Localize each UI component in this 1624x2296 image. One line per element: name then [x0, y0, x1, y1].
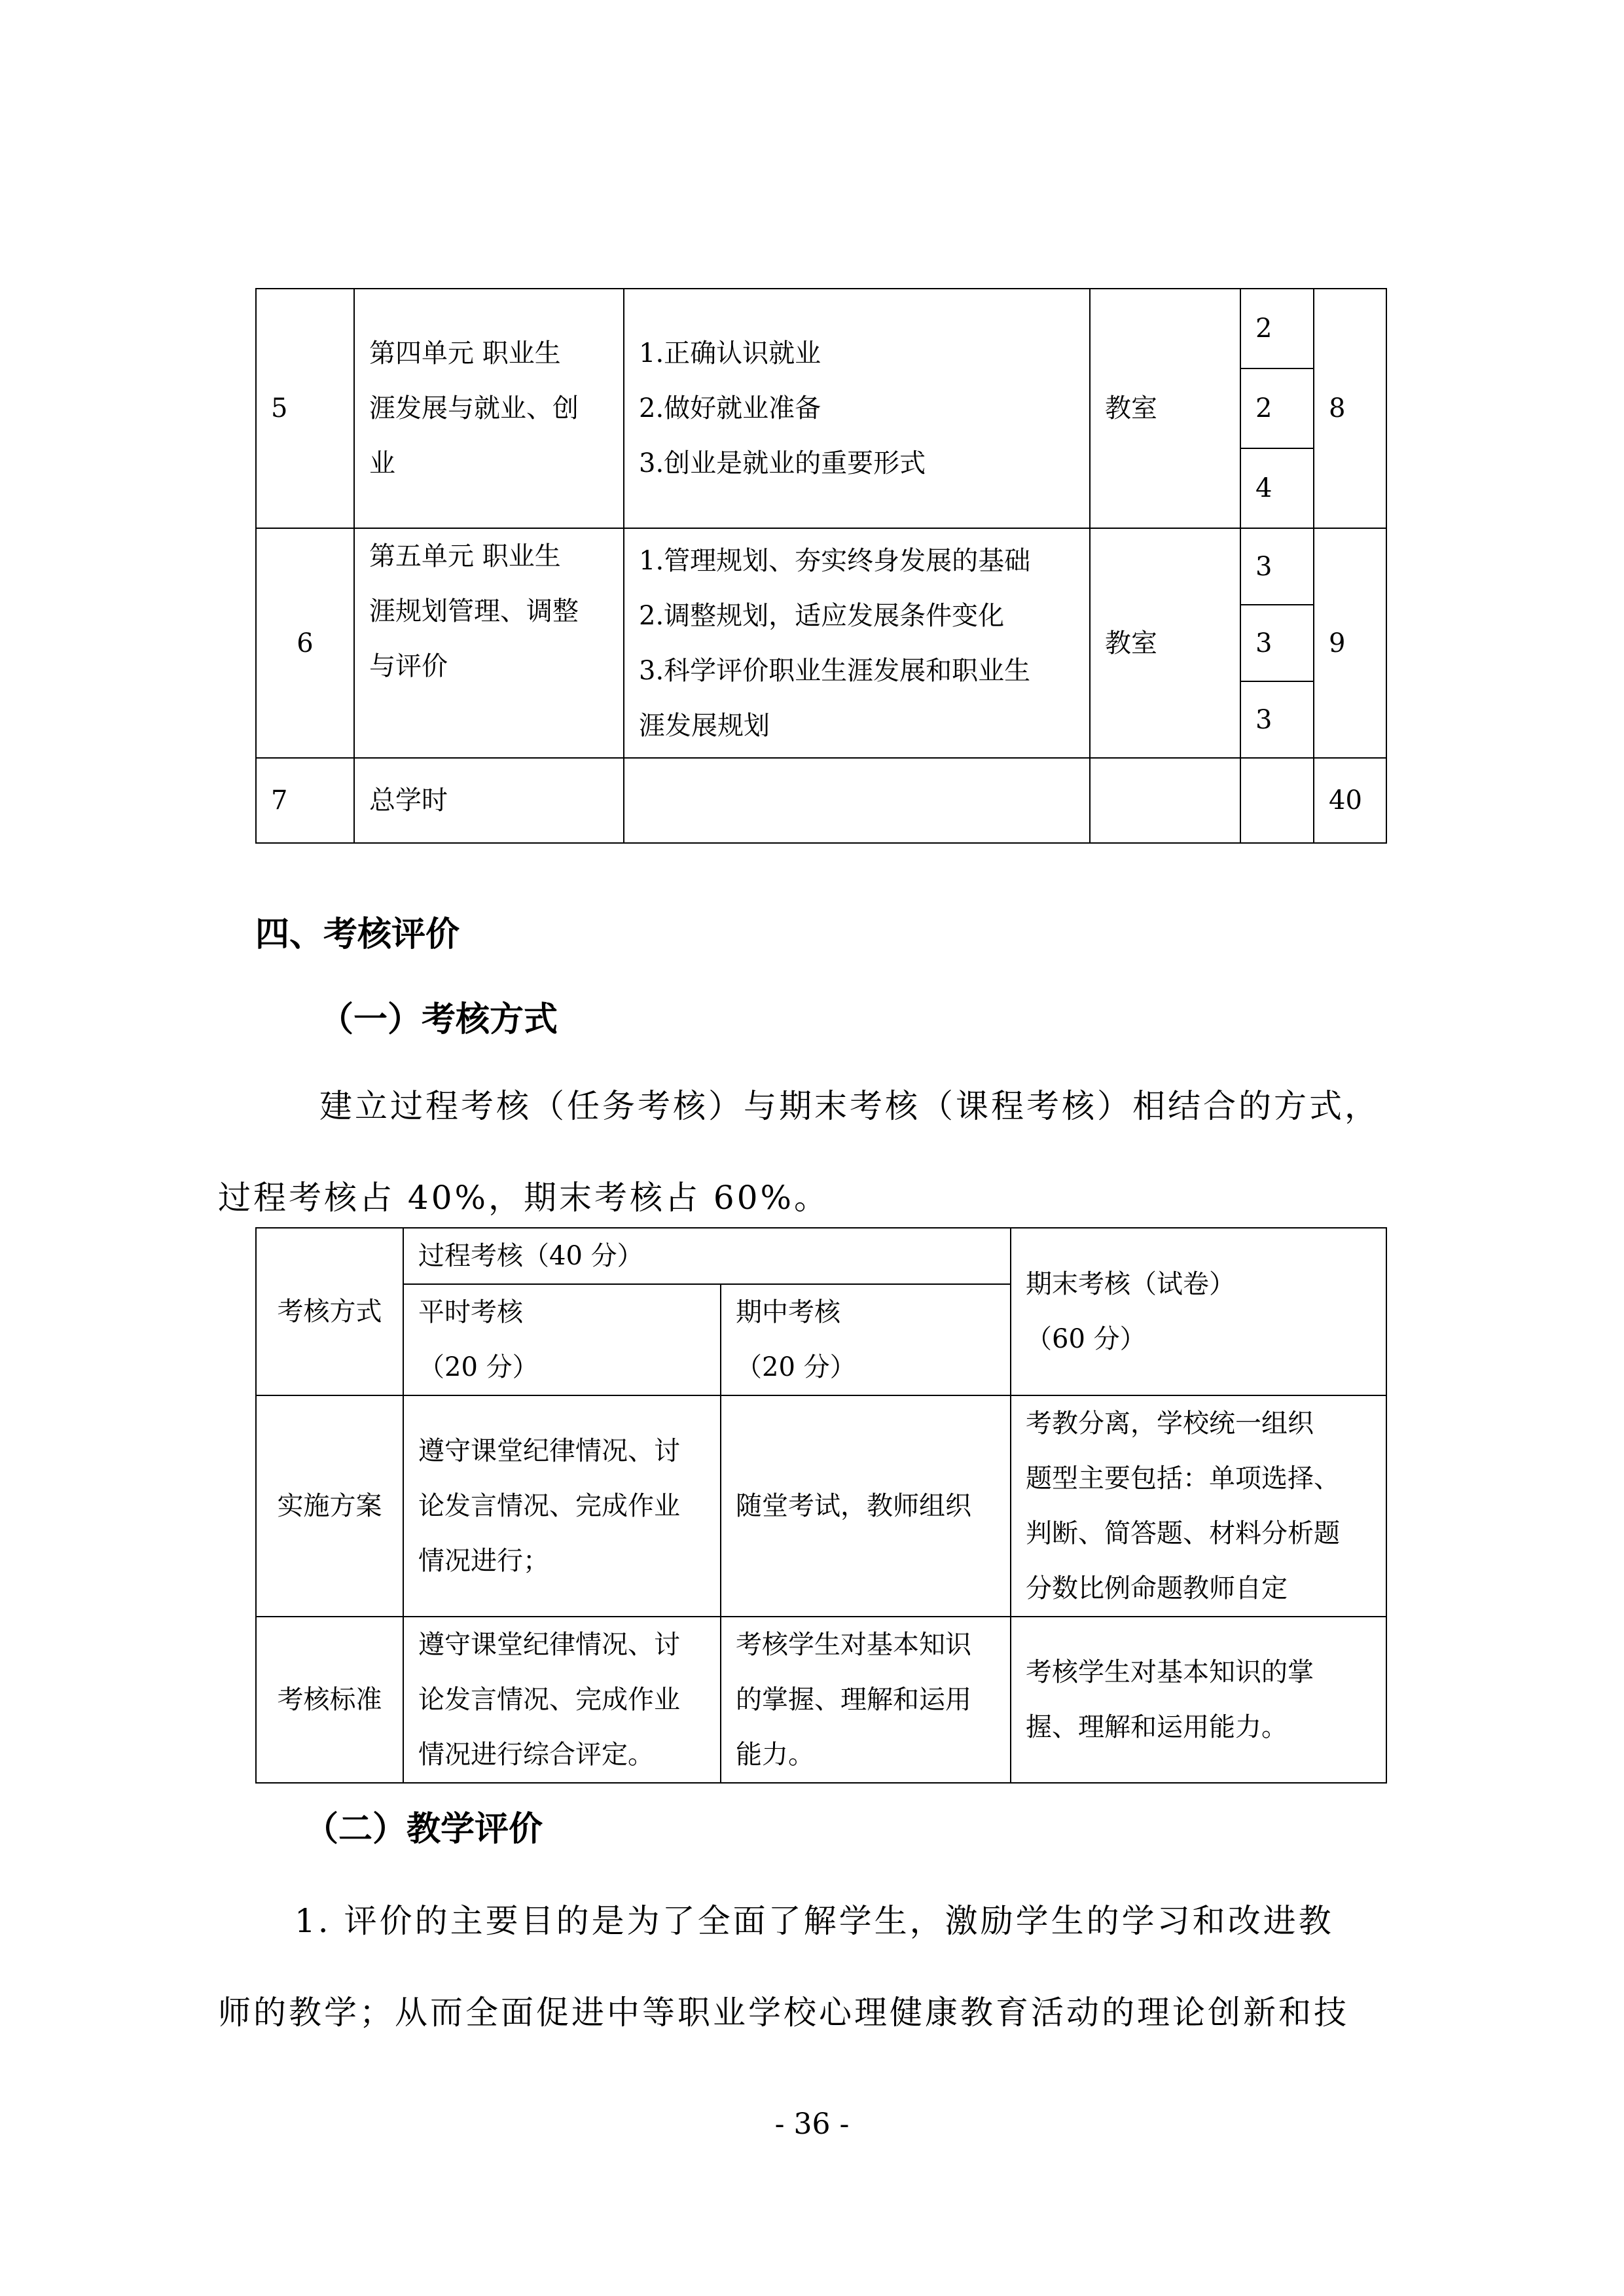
subsection-heading: （一）考核方式 — [319, 999, 558, 1039]
content-line: 1.正确认识就业 — [639, 338, 821, 368]
subsection-heading: （二）教学评价 — [304, 1809, 543, 1849]
hours-cell: 2 — [1241, 369, 1313, 449]
hours-cell: 2 — [1241, 289, 1313, 369]
cell-line: 遵守课堂纪律情况、讨 — [418, 1436, 680, 1466]
cell-line: 握、理解和运用能力。 — [1026, 1712, 1288, 1742]
content-line: 2.做好就业准备 — [639, 393, 821, 423]
paragraph-line: 建立过程考核（任务考核）与期末考核（课程考核）相结合的方式， — [319, 1087, 1380, 1125]
daily-header-line: （20 分） — [418, 1352, 539, 1382]
paragraph-line: 过程考核占 40%，期末考核占 60%。 — [218, 1179, 830, 1217]
total-hours-cell: 8 — [1314, 289, 1386, 528]
cell-line: 考教分离，学校统一组织 — [1026, 1408, 1314, 1439]
unit-title-line: 第四单元 职业生 — [369, 338, 561, 368]
row-number: 6 — [256, 528, 354, 758]
plan-label: 实施方案 — [256, 1395, 403, 1617]
hours-cell: 4 — [1255, 473, 1272, 503]
unit-title-line: 第五单元 职业生 — [369, 541, 561, 571]
content-line: 2.调整规划，适应发展条件变化 — [639, 600, 1005, 631]
section-heading: 四、考核评价 — [255, 914, 460, 954]
cell-line: 遵守课堂纪律情况、讨 — [418, 1630, 680, 1660]
cell-line: 的掌握、理解和运用 — [736, 1685, 971, 1715]
place-cell: 教室 — [1090, 289, 1240, 528]
table-row — [256, 1228, 1386, 1284]
cell-line: 考核学生对基本知识 — [736, 1630, 971, 1660]
cell-line: 能力。 — [736, 1740, 814, 1770]
cell-line: 分数比例命题教师自定 — [1026, 1573, 1288, 1604]
cell-line: 随堂考试，教师组织 — [721, 1395, 1011, 1617]
table-row — [256, 1617, 1386, 1783]
hours-cell: 3 — [1241, 529, 1313, 605]
total-hours-cell: 9 — [1314, 528, 1386, 758]
row-number: 5 — [256, 289, 354, 528]
unit-title-line: 与评价 — [369, 651, 448, 681]
method-header: 考核方式 — [256, 1228, 403, 1395]
unit-title-line: 总学时 — [354, 758, 624, 843]
final-header-line: 期末考核（试卷） — [1026, 1269, 1235, 1299]
table-row — [256, 758, 1386, 843]
place-cell: 教室 — [1090, 528, 1240, 758]
unit-title-line: 业 — [369, 448, 395, 478]
content-line: 1.管理规划、夯实终身发展的基础 — [639, 545, 1031, 576]
hours-cell: 3 — [1241, 605, 1313, 682]
standard-label: 考核标准 — [256, 1617, 403, 1783]
content-line: 3.创业是就业的重要形式 — [639, 448, 926, 478]
table-row — [256, 1395, 1386, 1617]
midterm-header-line: 期中考核 — [736, 1297, 840, 1327]
cell-line: 情况进行； — [418, 1546, 549, 1576]
paragraph-line: 师的教学；从而全面促进中等职业学校心理健康教育活动的理论创新和技 — [218, 1994, 1349, 2032]
table-row — [256, 528, 1386, 758]
table-row — [256, 289, 1386, 528]
cell-line: 判断、简答题、材料分析题 — [1026, 1518, 1340, 1549]
row-number: 7 — [256, 758, 354, 843]
cell-line: 论发言情况、完成作业 — [418, 1685, 680, 1715]
schedule-table — [255, 288, 1387, 844]
process-header: 过程考核（40 分） — [403, 1228, 1011, 1284]
cell-line: 题型主要包括：单项选择、 — [1026, 1463, 1340, 1494]
cell-line: 情况进行综合评定。 — [418, 1740, 654, 1770]
content-line: 涯发展规划 — [639, 710, 770, 741]
unit-title-line: 涯规划管理、调整 — [369, 596, 579, 626]
content-line: 3.科学评价职业生涯发展和职业生 — [639, 655, 1031, 686]
cell-line: 论发言情况、完成作业 — [418, 1491, 680, 1521]
daily-header-line: 平时考核 — [418, 1297, 523, 1327]
total-hours-cell: 40 — [1314, 758, 1386, 843]
unit-title-line: 涯发展与就业、创 — [369, 393, 579, 423]
paragraph-line: 1. 评价的主要目的是为了全面了解学生，激励学生的学习和改进教 — [295, 1902, 1334, 1940]
page-number: - 36 - — [774, 2108, 850, 2141]
hours-cell: 3 — [1255, 704, 1272, 735]
midterm-header-line: （20 分） — [736, 1352, 856, 1382]
final-header-line: （60 分） — [1026, 1324, 1146, 1354]
assessment-table — [255, 1227, 1387, 1784]
cell-line: 考核学生对基本知识的掌 — [1026, 1657, 1314, 1687]
